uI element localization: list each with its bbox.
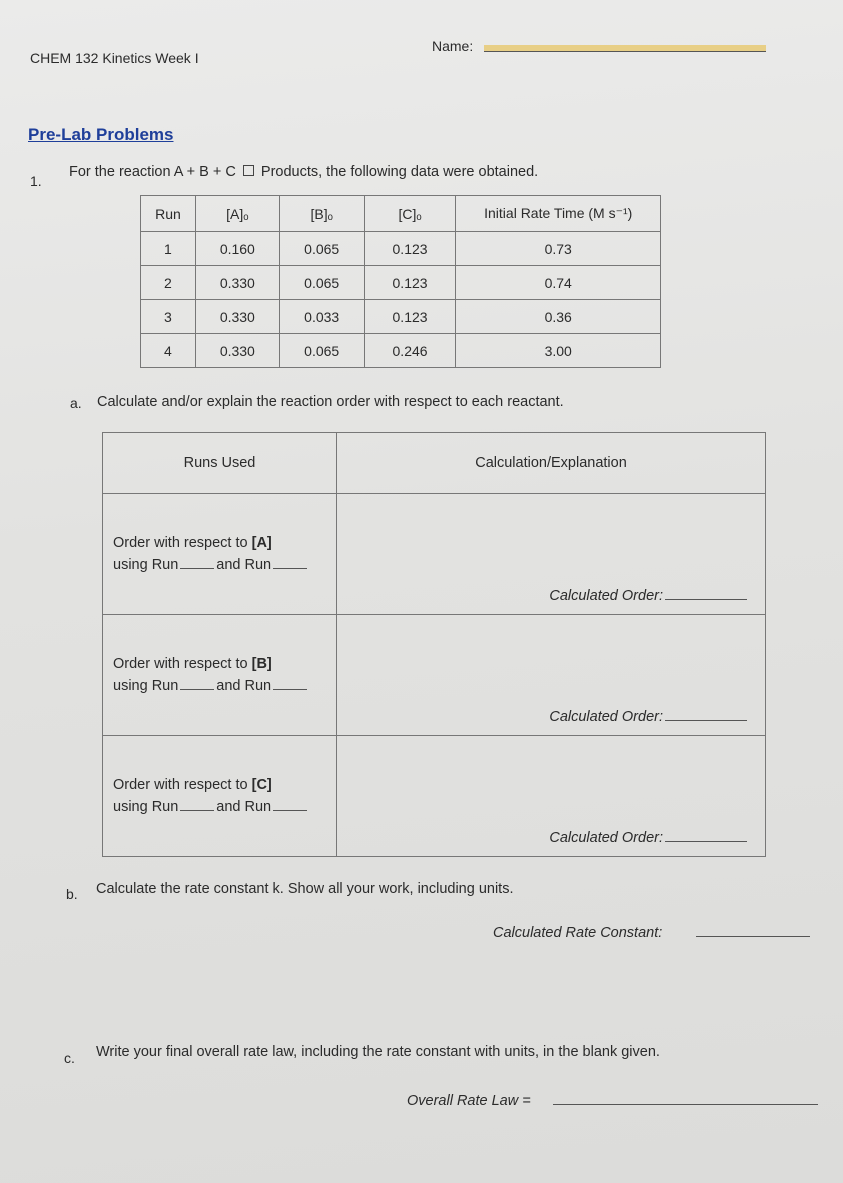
order-prefix: Order with respect to [113,777,252,793]
order-table-header [103,433,766,494]
runs-cell-b [103,615,337,736]
table-cell: 4 [141,334,196,368]
calc-cell-a[interactable] [337,494,766,615]
arrow-placeholder-icon [243,165,254,176]
run-blank-2[interactable] [273,556,307,569]
order-prompt-c [113,774,309,818]
table-row [141,266,661,300]
order-row-a [103,494,766,615]
run-blank-1[interactable] [180,798,214,811]
order-prefix: Order with respect to [113,535,252,551]
table-cell: 0.36 [456,300,661,334]
order-prefix: Order with respect to [113,656,252,672]
table-cell: 3 [141,300,196,334]
run-blank-1[interactable] [180,556,214,569]
table-row [141,334,661,368]
table-row [141,300,661,334]
using-run-label: using Run [113,799,179,815]
calc-order-label: Calculated Order: [549,588,663,604]
part-a-text: Calculate and/or explain the reaction order with respect to each reactant. [97,394,564,410]
table-cell: 0.330 [195,334,279,368]
order-prompt-b [113,653,309,697]
part-c-label: c. [64,1050,75,1066]
section-title: Pre-Lab Problems [28,125,174,144]
question-text-start: For the reaction A + B + C [69,164,236,180]
table-row [141,232,661,266]
rate-law-label: Overall Rate Law = [407,1093,531,1109]
header-calculation: Calculation/Explanation [337,433,766,494]
table-cell: 3.00 [456,334,661,368]
name-label: Name: [432,38,474,54]
calculated-order-c [549,830,747,846]
table-cell: 1 [141,232,196,266]
header-rate: Initial Rate Time (M s⁻¹) [456,196,661,232]
run-blank-2[interactable] [273,798,307,811]
part-c-text: Write your final overall rate law, including the rate constant with units, in the blank given. [96,1044,660,1060]
rate-law-blank[interactable] [553,1104,818,1105]
part-b-label: b. [66,886,78,902]
table-cell: 0.033 [279,300,364,334]
table-cell: 0.123 [364,232,456,266]
calc-cell-b[interactable] [337,615,766,736]
table-cell: 0.065 [279,266,364,300]
run-blank-2[interactable] [273,677,307,690]
name-field[interactable] [484,45,766,52]
order-prompt-a [113,532,309,576]
using-run-label: using Run [113,557,179,573]
table-header-row [141,196,661,232]
and-run-label: and Run [216,799,272,815]
table-cell: 0.123 [364,266,456,300]
course-title: CHEM 132 Kinetics Week I [30,50,199,66]
order-table [102,432,766,857]
table-cell: 0.73 [456,232,661,266]
table-cell: 0.74 [456,266,661,300]
calc-order-label: Calculated Order: [549,830,663,846]
header-runs-used: Runs Used [103,433,337,494]
species-label: [C] [251,777,272,793]
header-b: [B]ₒ [279,196,364,232]
part-b-text: Calculate the rate constant k. Show all your work, including units. [96,881,514,897]
question-text [69,164,538,180]
table-cell: 0.065 [279,232,364,266]
header-c: [C]ₒ [364,196,456,232]
order-row-c [103,736,766,857]
runs-cell-c [103,736,337,857]
species-label: [B] [251,656,272,672]
calc-order-blank[interactable] [665,599,747,600]
question-text-end: Products, the following data were obtained. [260,164,539,180]
header-a: [A]ₒ [195,196,279,232]
table-cell: 0.065 [279,334,364,368]
calc-order-blank[interactable] [665,720,747,721]
part-a-label: a. [70,395,82,411]
question-number: 1. [30,173,42,189]
using-run-label: using Run [113,678,179,694]
header-run: Run [141,196,196,232]
table-cell: 0.330 [195,300,279,334]
kinetics-data-table [140,195,661,368]
calc-cell-c[interactable] [337,736,766,857]
rate-constant-label: Calculated Rate Constant: [493,925,663,941]
and-run-label: and Run [216,678,272,694]
calculated-order-b [549,709,747,725]
rate-constant-blank[interactable] [696,936,810,937]
table-cell: 0.246 [364,334,456,368]
table-cell: 2 [141,266,196,300]
calc-order-label: Calculated Order: [549,709,663,725]
species-label: [A] [251,535,272,551]
and-run-label: and Run [216,557,272,573]
runs-cell-a [103,494,337,615]
calc-order-blank[interactable] [665,841,747,842]
table-cell: 0.123 [364,300,456,334]
order-row-b [103,615,766,736]
calculated-order-a [549,588,747,604]
table-cell: 0.330 [195,266,279,300]
table-cell: 0.160 [195,232,279,266]
run-blank-1[interactable] [180,677,214,690]
